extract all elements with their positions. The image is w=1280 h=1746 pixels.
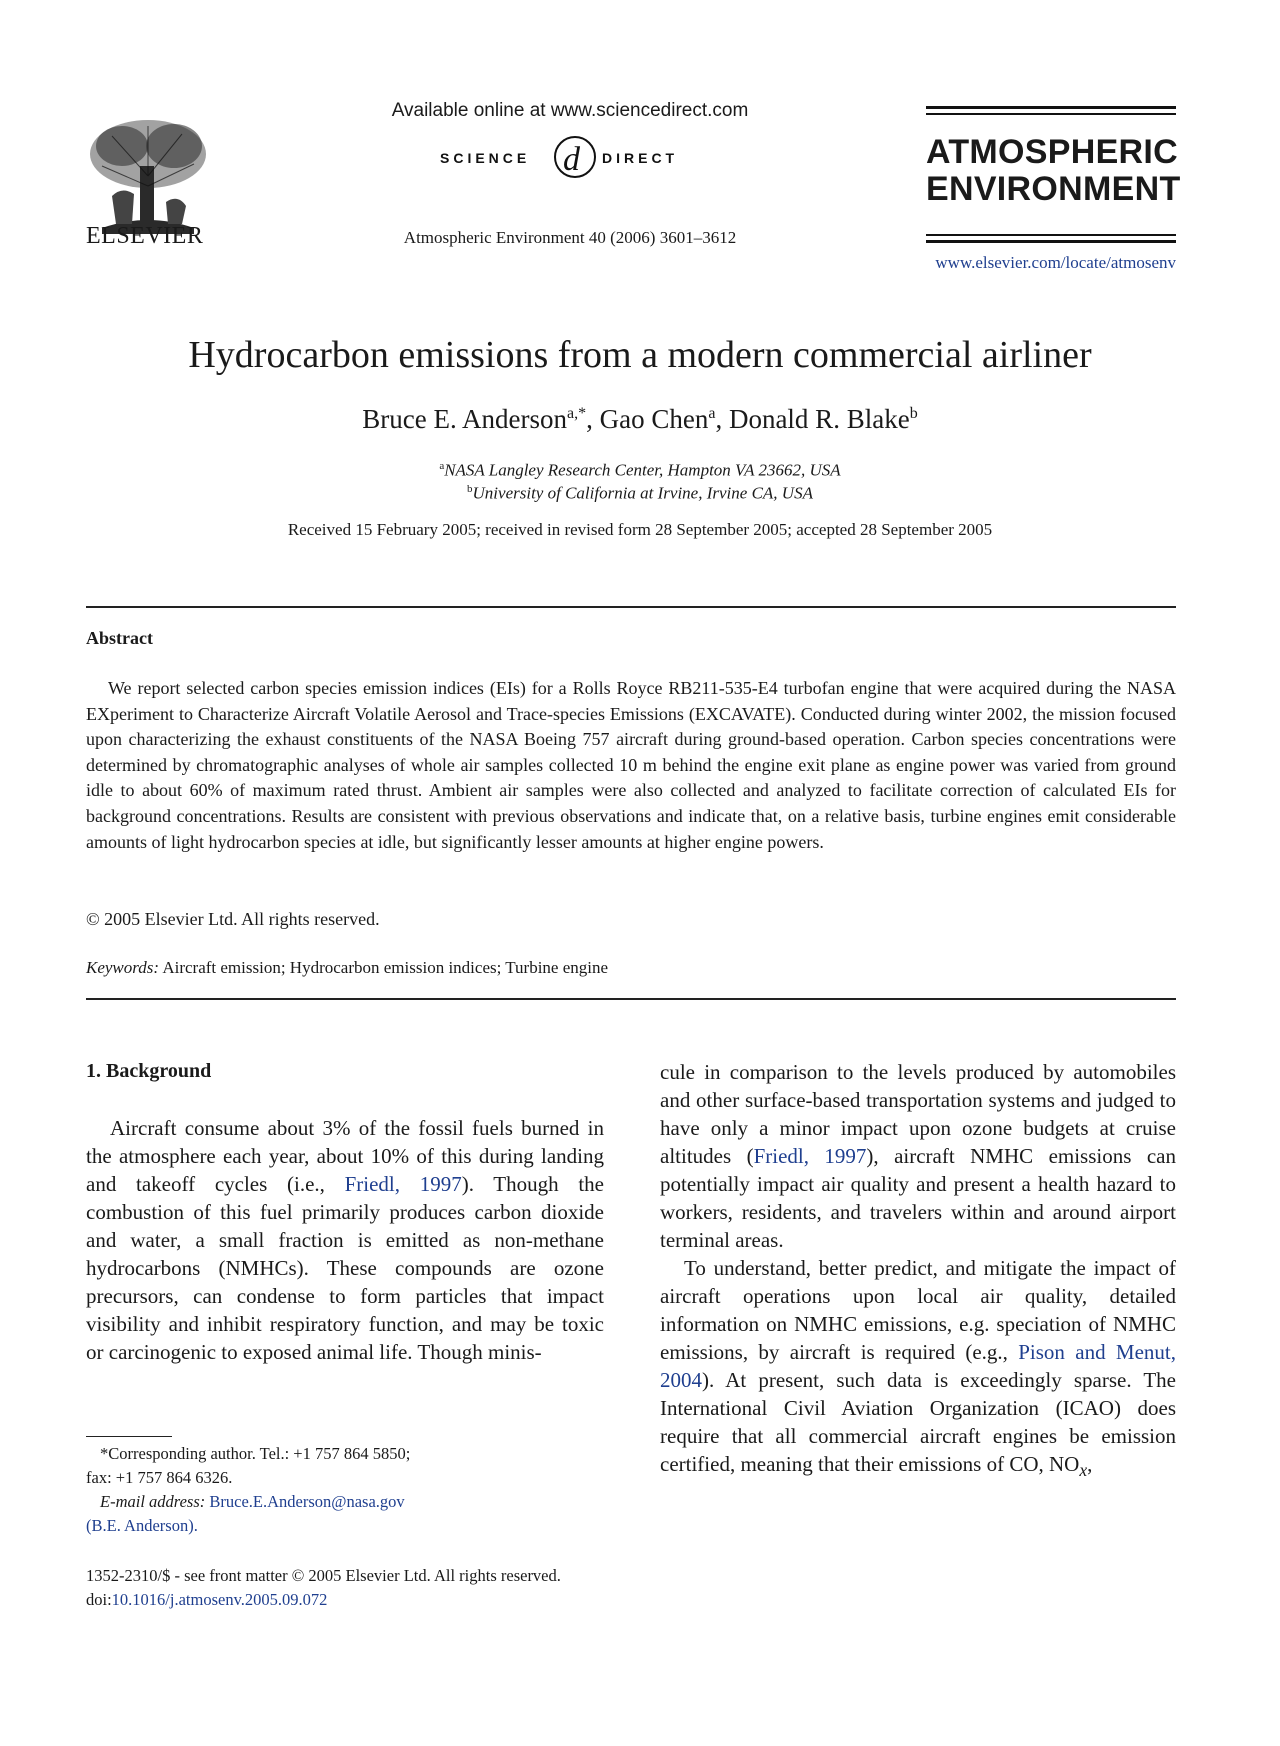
affiliation-text: University of California at Irvine, Irvine CA, USA — [472, 483, 813, 503]
sciencedirect-logo — [430, 132, 720, 182]
journal-name-line1: ATMOSPHERIC — [926, 133, 1179, 171]
author-affiliation-marker[interactable]: b — [909, 405, 918, 422]
doi-label: doi: — [86, 1590, 112, 1609]
corresponding-author-footnote — [86, 1442, 606, 1538]
affiliation — [60, 460, 1220, 481]
masthead-rule — [926, 106, 1176, 109]
paragraph-text: ). At present, such data is exceedingly sparse. The International Civil Aviation Organization (ICAO) does require that all commercial aircraft engines be emission certified, meaning that their emissions of CO, NO — [660, 1368, 1176, 1476]
author-email-link[interactable]: Bruce.E.Anderson@nasa.gov — [209, 1492, 405, 1511]
journal-name — [926, 133, 1181, 208]
email-owner[interactable]: (B.E. Anderson). — [86, 1516, 198, 1535]
keywords — [86, 958, 608, 978]
footnote-fax-line: fax: +1 757 864 6326. — [86, 1468, 233, 1487]
subscript-x: x — [1079, 1460, 1088, 1481]
svg-text:DIRECT: DIRECT — [602, 150, 679, 166]
author-name: Donald R. Blake — [728, 404, 910, 434]
affiliation-marker: a — [439, 460, 445, 472]
doi-link[interactable]: 10.1016/j.atmosenv.2005.09.072 — [111, 1590, 328, 1609]
available-online-text: Available online at www.sciencedirect.com — [391, 100, 749, 121]
email-label: E-mail address: — [100, 1492, 206, 1511]
masthead-rule — [926, 113, 1176, 115]
issn-line: 1352-2310/$ - see front matter © 2005 Elsevier Ltd. All rights reserved. — [86, 1566, 561, 1585]
section-heading: 1. Background — [86, 1060, 212, 1082]
citation-link[interactable]: Friedl, 1997 — [344, 1172, 462, 1196]
paragraph-text: , — [1087, 1452, 1093, 1476]
footnote-rule — [86, 1436, 172, 1437]
affiliation — [60, 483, 1220, 504]
front-matter-footer — [86, 1564, 561, 1612]
citation-link[interactable]: Pison and Menut, 2004 — [660, 1340, 1176, 1392]
journal-reference: Atmospheric Environment 40 (2006) 3601–3612 — [403, 228, 737, 247]
doi-line — [86, 1588, 561, 1612]
svg-text:d: d — [563, 141, 580, 178]
publisher-name: ELSEVIER — [86, 223, 204, 249]
abstract-body: We report selected carbon species emission indices (EIs) for a Rolls Royce RB211-535-E4 turbofan engine that were acquired during the NASA EXperiment to Characterize Aircraft Volatile Aerosol and Trace-species Emissions (EXCAVATE). Conducted during winter 2002, the mission focused upon characterizing the exhaust constituents of the NASA Boeing 757 aircraft during ground-based operation. Carbon species concentrations were determined by chromatographic analyses of whole air samples collected 10 m behind the engine exit plane as engine power was varied from ground idle to about 60% of maximum rated thrust. Ambient air samples were also collected and analyzed to facilitate correction of calculated EIs for background concentrations. Results are consistent with previous observations and indicate that, on a relative basis, turbine engines emit considerable amounts of light hydrocarbon species at idle, but significantly lesser amounts at higher engine powers. — [86, 678, 1176, 852]
section-divider — [86, 998, 1176, 1000]
body-paragraph — [660, 1058, 1176, 1254]
keywords-label: Keywords: — [86, 958, 160, 977]
author-name: Bruce E. Anderson — [362, 404, 567, 434]
body-column-right — [660, 1058, 1176, 1484]
author-name: Gao Chen — [599, 404, 709, 434]
citation-link[interactable]: Friedl, 1997 — [753, 1144, 867, 1168]
masthead-rule — [926, 240, 1176, 243]
author-list: Bruce E. Anderson$^{a,*}$, Gao Chen$^a$, Donald R. Blake$^b$ — [362, 404, 918, 434]
article-history-dates: Received 15 February 2005; received in revised form 28 September 2005; accepted 28 September 2005 — [287, 520, 993, 539]
paragraph-text: cule in comparison to the levels produced by automobiles and other surface-based transportation systems and judged to have only a minor impact upon ozone budgets at cruise altitudes ( — [660, 1060, 1176, 1168]
body-column-left — [86, 1114, 604, 1366]
journal-url-link[interactable]: www.elsevier.com/locate/atmosenv — [935, 253, 1176, 272]
body-paragraph — [660, 1254, 1176, 1484]
paragraph-text: Aircraft consume about 3% of the fossil fuels burned in the atmosphere each year, about 10% of this during landing and takeoff cycles (i.e., — [86, 1116, 604, 1196]
section-divider — [86, 606, 1176, 608]
affiliation-text: NASA Langley Research Center, Hampton VA 23662, USA — [444, 460, 841, 480]
author-affiliation-marker[interactable]: a — [708, 405, 716, 422]
abstract-copyright: © 2005 Elsevier Ltd. All rights reserved. — [86, 909, 380, 929]
keywords-list: Aircraft emission; Hydrocarbon emission indices; Turbine engine — [162, 958, 609, 977]
paragraph-text: ), aircraft NMHC emissions can potentially impact air quality and present a health hazard to workers, residents, and travelers within and around airport terminal areas. — [660, 1144, 1176, 1252]
paragraph-text: ). Though the combustion of this fuel primarily produces carbon dioxide and water, a small fraction is emitted as non-methane hydrocarbons (NMHCs). These compounds are ozone precursors, can condense to form particles that impact visibility and inhibit respiratory function, and may be toxic or carcinogenic to exposed animal life. Though minis- — [86, 1172, 604, 1364]
body-paragraph — [86, 1114, 604, 1366]
article-title: Hydrocarbon emissions from a modern commercial airliner — [188, 334, 1092, 376]
masthead-rule — [926, 234, 1176, 236]
svg-text:SCIENCE: SCIENCE — [440, 150, 531, 166]
author-affiliation-marker[interactable]: a,* — [567, 405, 587, 422]
abstract-heading: Abstract — [86, 628, 153, 648]
paragraph-text: To understand, better predict, and mitigate the impact of aircraft operations upon local air quality, detailed information on NMHC emissions, e.g. speciation of NMHC emissions, by aircraft is required (e.g., — [660, 1256, 1176, 1364]
affiliation-marker: b — [467, 483, 473, 495]
footnote-contact-line: *Corresponding author. Tel.: +1 757 864 5850; — [100, 1444, 411, 1463]
journal-name-line2: ENVIRONMENT — [926, 170, 1181, 208]
